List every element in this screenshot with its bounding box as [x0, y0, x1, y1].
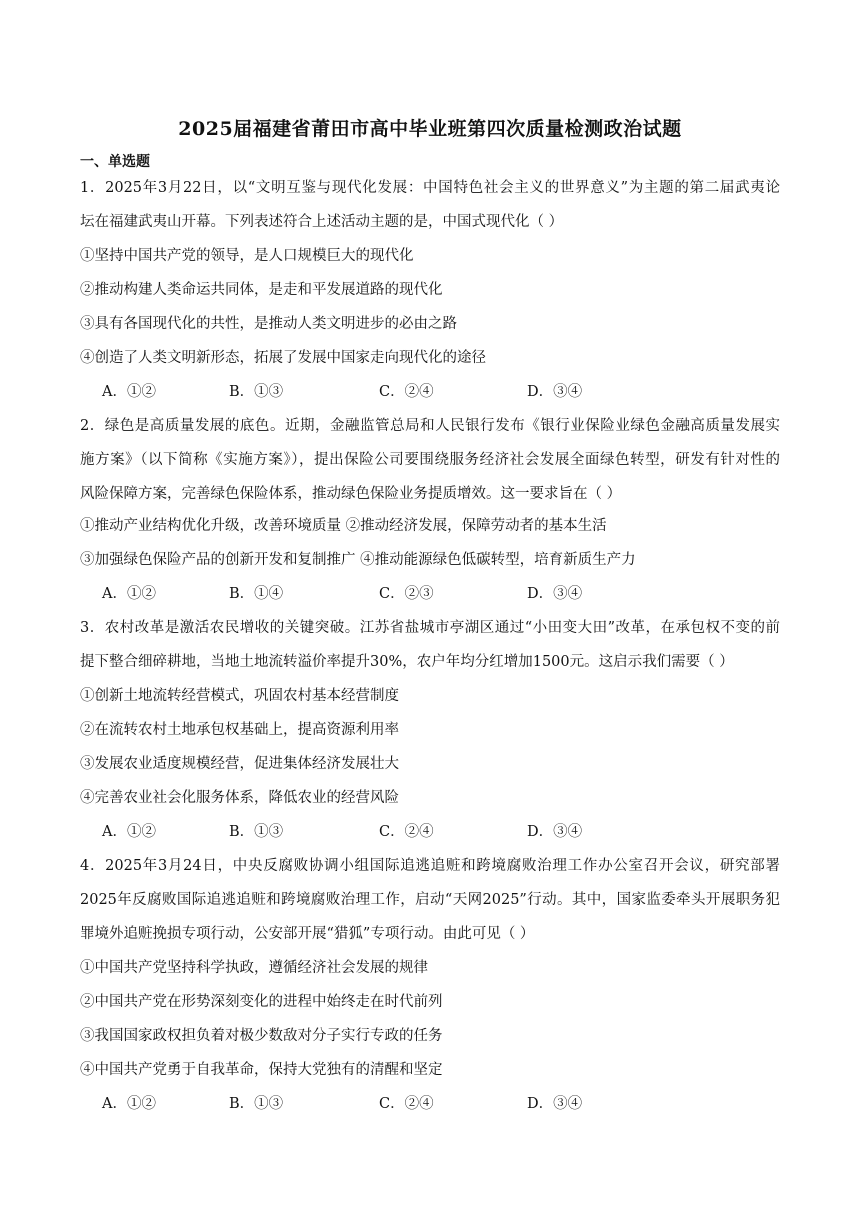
q2-stem-line-1: 2．绿色是高质量发展的底色。近期，金融监管总局和人民银行发布《银行业保险业绿色金融高质量发展实 [80, 418, 780, 434]
q2-option-c[interactable]: C．②③ [379, 586, 434, 602]
q1-stem-line-1: 1．2025年3月22日，以“文明互鉴与现代化发展：中国特色社会主义的世界意义”为主题的第二届武夷论 [80, 180, 780, 196]
q3-option-b[interactable]: B．①③ [229, 824, 284, 840]
q3-stem-line-1: 3．农村改革是激活农民增收的关键突破。江苏省盐城市亭湖区通过“小田变大田”改革，在承包权不变的前 [80, 620, 780, 636]
q2-option-a[interactable]: A．①② [102, 586, 156, 602]
q4-item-1: ①中国共产党坚持科学执政，遵循经济社会发展的规律 [80, 960, 428, 976]
q1-stem-line-2: 坛在福建武夷山开幕。下列表述符合上述活动主题的是，中国式现代化（ ） [80, 214, 564, 230]
q1-option-a[interactable]: A．①② [102, 384, 156, 400]
q4-item-2: ②中国共产党在形势深刻变化的进程中始终走在时代前列 [80, 994, 443, 1010]
q1-item-2: ②推动构建人类命运共同体，是走和平发展道路的现代化 [80, 282, 443, 298]
page-title: 2025届福建省莆田市高中毕业班第四次质量检测政治试题 [178, 118, 682, 140]
section-heading: 一、单选题 [80, 154, 150, 170]
q4-stem-line-3: 罪境外追赃挽损专项行动，公安部开展“猎狐”专项行动。由此可见（ ） [80, 926, 535, 942]
q2-option-b[interactable]: B．①④ [229, 586, 284, 602]
q1-option-d[interactable]: D．③④ [527, 384, 583, 400]
q1-item-3: ③具有各国现代化的共性，是推动人类文明进步的必由之路 [80, 316, 457, 332]
q1-option-b[interactable]: B．①③ [229, 384, 284, 400]
q4-item-3: ③我国国家政权担负着对极少数敌对分子实行专政的任务 [80, 1028, 443, 1044]
q3-option-a[interactable]: A．①② [102, 824, 156, 840]
q4-option-a[interactable]: A．①② [102, 1096, 156, 1112]
q3-option-c[interactable]: C．②④ [379, 824, 434, 840]
q2-option-d[interactable]: D．③④ [527, 586, 583, 602]
q4-option-b[interactable]: B．①③ [229, 1096, 284, 1112]
q2-item-row-1: ①推动产业结构优化升级，改善环境质量 ②推动经济发展，保障劳动者的基本生活 [80, 518, 607, 534]
q4-stem-line-2: 2025年反腐败国际追逃追赃和跨境腐败治理工作，启动“天网2025”行动。其中，国家监委牵头开展职务犯 [80, 892, 780, 908]
q1-option-c[interactable]: C．②④ [379, 384, 434, 400]
q2-item-row-2: ③加强绿色保险产品的创新开发和复制推广 ④推动能源绿色低碳转型，培育新质生产力 [80, 552, 636, 568]
q1-item-4: ④创造了人类文明新形态，拓展了发展中国家走向现代化的途径 [80, 350, 486, 366]
q2-stem-line-3: 风险保障方案，完善绿色保险体系，推动绿色保险业务提质增效。这一要求旨在（ ） [80, 486, 622, 502]
q1-item-1: ①坚持中国共产党的领导，是人口规模巨大的现代化 [80, 248, 414, 264]
q4-stem-line-1: 4．2025年3月24日，中央反腐败协调小组国际追逃追赃和跨境腐败治理工作办公室召开会议，研究部署 [80, 858, 780, 874]
q4-option-d[interactable]: D．③④ [527, 1096, 583, 1112]
q3-option-d[interactable]: D．③④ [527, 824, 583, 840]
q3-stem-line-2: 提下整合细碎耕地，当地土地流转溢价率提升30%，农户年均分红增加1500元。这启示我们需要（ ） [80, 654, 734, 670]
q3-item-3: ③发展农业适度规模经营，促进集体经济发展壮大 [80, 756, 399, 772]
q2-stem-line-2: 施方案》（以下简称《实施方案》），提出保险公司要围绕服务经济社会发展全面绿色转型，研发有针对性的 [80, 452, 780, 468]
q3-item-4: ④完善农业社会化服务体系，降低农业的经营风险 [80, 790, 399, 806]
q4-item-4: ④中国共产党勇于自我革命，保持大党独有的清醒和坚定 [80, 1062, 443, 1078]
q3-item-2: ②在流转农村土地承包权基础上，提高资源利用率 [80, 722, 399, 738]
q4-option-c[interactable]: C．②④ [379, 1096, 434, 1112]
q3-item-1: ①创新土地流转经营模式，巩固农村基本经营制度 [80, 688, 399, 704]
